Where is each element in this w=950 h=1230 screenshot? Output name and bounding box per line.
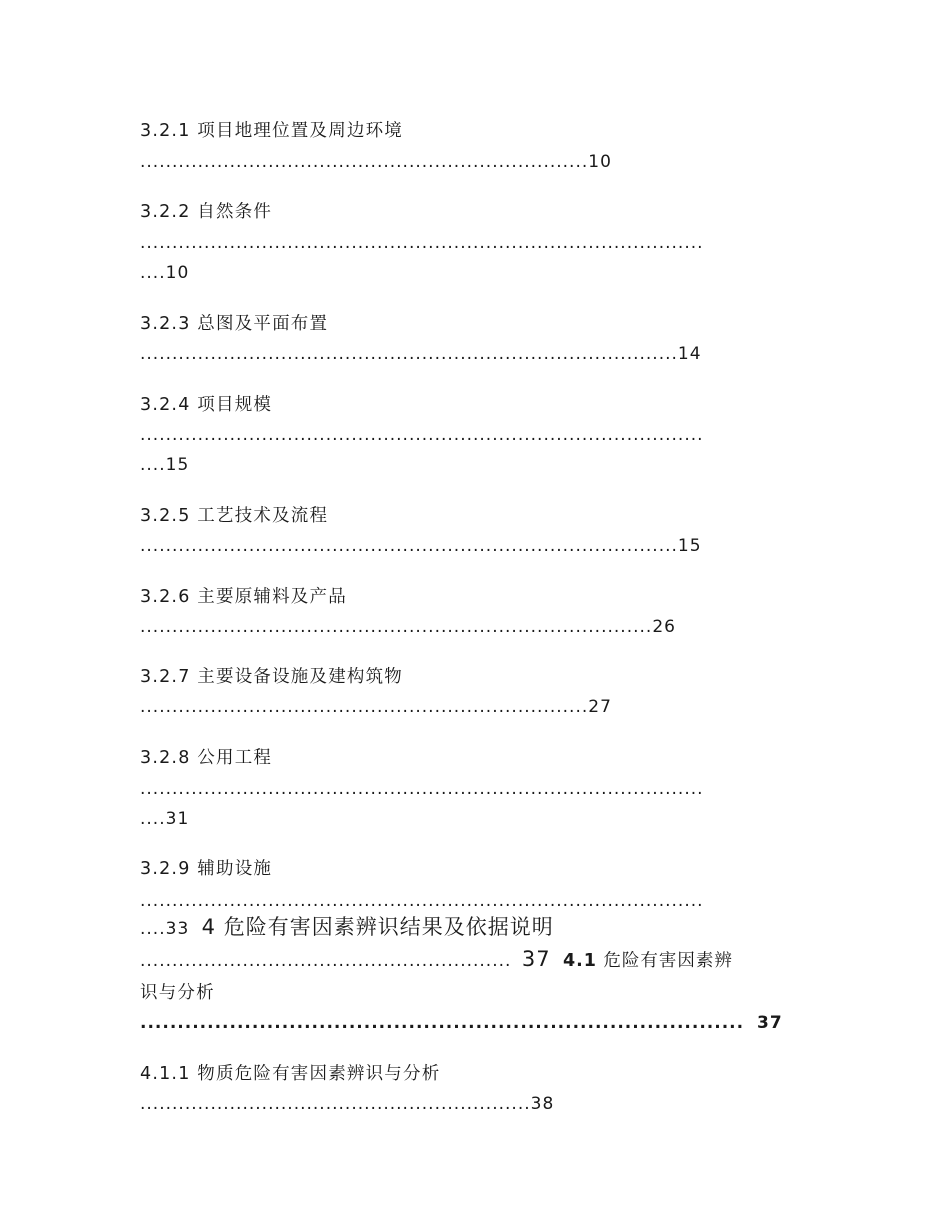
toc-dots: ........................................................................................ [140, 233, 704, 253]
toc-entry-leader [140, 232, 810, 254]
toc-entry-title[interactable]: 3.2.4 项目规模 [140, 395, 273, 415]
toc-page-number: 37 [521, 948, 551, 971]
section-4-1-number[interactable]: 4.1 [562, 951, 597, 971]
toc-entry-title[interactable]: 3.2.9 辅助设施 [140, 859, 273, 879]
chapter-4-title[interactable]: 4 危险有害因素辨识结果及依据说明 [201, 916, 554, 939]
toc-entry-leader [140, 616, 676, 638]
toc-page-number: 37 [757, 1013, 783, 1033]
toc-entry-leader [140, 151, 612, 173]
section-4-1-title[interactable]: 危险有害因素辨 [603, 951, 733, 971]
toc-page-number: 33 [165, 919, 190, 939]
toc-dots: ................................................................................. [140, 1013, 745, 1033]
toc-entry-title[interactable]: 3.2.7 主要设备设施及建构筑物 [140, 667, 403, 687]
toc-entry-leader-cont [140, 454, 189, 476]
toc-entry-leader [140, 535, 702, 557]
toc-page-number: 10 [588, 152, 612, 172]
toc-page-number: 15 [165, 455, 190, 475]
toc-page-number: 10 [165, 263, 190, 283]
toc-dots: .... [140, 455, 166, 475]
toc-entry-title[interactable]: 4.1.1 物质危险有害因素辨识与分析 [140, 1064, 441, 1084]
section-4-1-leader [140, 1012, 783, 1034]
toc-entry-leader [140, 343, 702, 365]
toc-page [140, 0, 810, 1230]
toc-dots: ........................................................................................ [140, 779, 704, 799]
toc-entry-title[interactable]: 3.2.5 工艺技术及流程 [140, 506, 329, 526]
toc-page-number: 38 [530, 1094, 555, 1114]
toc-dots: .... [140, 263, 166, 283]
toc-page-number: 26 [652, 617, 676, 637]
toc-entry-leader-cont [140, 916, 554, 940]
toc-dots: .................................................................................... [140, 344, 678, 364]
toc-entry-title[interactable]: 3.2.3 总图及平面布置 [140, 314, 329, 334]
toc-dots: .................................................................................... [140, 536, 678, 556]
chapter-4-leader [140, 948, 733, 972]
toc-dots: ........................................................................................ [140, 891, 704, 911]
toc-entry-leader [140, 778, 810, 800]
toc-dots: .......................................................... [140, 951, 512, 971]
toc-dots: ...................................................................... [140, 152, 589, 172]
toc-entry-title[interactable]: 3.2.1 项目地理位置及周边环境 [140, 121, 403, 141]
toc-dots: ........................................................................................ [140, 425, 704, 445]
toc-dots: ................................................................................ [140, 617, 653, 637]
toc-entry-title[interactable]: 3.2.6 主要原辅料及产品 [140, 587, 347, 607]
toc-dots: .... [140, 809, 166, 829]
toc-dots: ............................................................. [140, 1094, 531, 1114]
toc-entry-leader [140, 890, 810, 912]
toc-entry-leader-cont [140, 262, 189, 284]
toc-dots: ...................................................................... [140, 697, 589, 717]
toc-entry-leader [140, 424, 810, 446]
toc-dots: .... [140, 919, 166, 939]
toc-page-number: 31 [165, 809, 190, 829]
toc-page-number: 15 [677, 536, 702, 556]
toc-entry-leader [140, 1093, 554, 1115]
toc-entry-title[interactable]: 3.2.2 自然条件 [140, 202, 273, 222]
toc-page-number: 27 [588, 697, 612, 717]
toc-entry-leader-cont [140, 808, 189, 830]
toc-entry-title[interactable]: 3.2.8 公用工程 [140, 748, 273, 768]
section-4-1-title-cont[interactable]: 识与分析 [140, 983, 215, 1003]
toc-entry-leader [140, 696, 612, 718]
toc-page-number: 14 [677, 344, 702, 364]
